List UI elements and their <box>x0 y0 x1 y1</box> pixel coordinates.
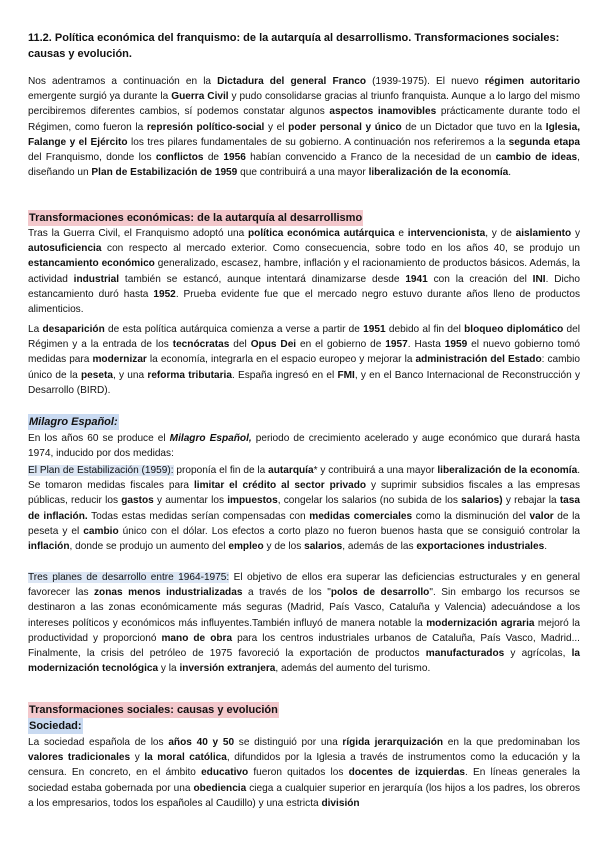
econ_p2-run: 1951 <box>363 324 386 335</box>
intro-run: de <box>203 152 224 164</box>
econ_p1-run: 1952 <box>153 288 176 300</box>
milagro_p3-run: y la <box>158 663 180 675</box>
milagro_p3-run: mejoró la productividad y proporcionó <box>28 617 580 644</box>
econ_p2-run: , y una <box>112 369 148 381</box>
intro-run: Nos adentramos a continuación en la <box>28 76 218 87</box>
intro-run: 1956 <box>223 152 246 164</box>
intro-run: y pudo consolidarse gracias al triunfo franquista. Aunque a lo largo del mismo percibiremos diferentes cambios, sí podemos constatar algunos <box>28 91 580 118</box>
milagro_p2-run: valor <box>529 510 554 522</box>
econ_p2-run: , y en el Banco Internacional de Reconstrucción y Desarrollo (BIRD). <box>28 369 580 396</box>
economic-paragraph-1 <box>28 226 580 317</box>
econ_p1-run: , y de <box>485 228 516 239</box>
economic-paragraph-2 <box>28 322 580 398</box>
milagro_p1-run: En los años 60 se produce el <box>28 433 170 444</box>
milagro_p1-run: Milagro Español, <box>169 433 252 444</box>
econ_p1-run: con respecto al mercado exterior. Como consecuencia, sobre todo en los años 40, se produjo un <box>101 243 580 255</box>
intro-run: represión político-social <box>146 121 265 133</box>
milagro_p2-run: exportaciones industriales <box>416 541 545 553</box>
sociedad_p1-run: valores tradicionales <box>28 752 131 764</box>
sociedad_p1-run: docentes de izquierdas <box>348 767 465 779</box>
intro-run: que contribuirá a una mayor <box>237 167 369 179</box>
intro-run: cambio de ideas <box>495 152 578 164</box>
econ_p2-run: debido al fin del <box>385 324 465 335</box>
econ_p2-run: 1959 <box>444 339 468 351</box>
econ_p1-run: estancamiento económico <box>28 258 155 270</box>
milagro_p2-run: . <box>544 541 548 553</box>
econ_p2-run: : cambio único de la <box>28 354 580 381</box>
intro-run: prácticamente durante todo el Régimen, como fueron la <box>28 106 581 133</box>
econ_p2-run: tecnócratas <box>172 339 230 351</box>
intro-run: aspectos inamovibles <box>329 106 437 118</box>
sociedad_p1-run: fueron quitados los <box>248 767 349 779</box>
milagro_p2-run: salarios) <box>461 495 503 507</box>
milagro_p2-run: como la disminución del <box>412 510 530 522</box>
milagro_p2-run: proponía el fin de la <box>173 465 269 476</box>
milagro_p2-run: tasa de inflación. <box>28 495 581 522</box>
milagro_p2-run: autarquía <box>268 465 314 476</box>
milagro_p2-run: , donde se produjo un aumento del <box>69 541 229 553</box>
milagro-paragraph-1 <box>28 431 580 461</box>
sociedad_p1-run: La sociedad española de los <box>28 737 169 748</box>
econ_p2-run: desaparición <box>42 324 105 335</box>
intro-run: . <box>508 167 512 179</box>
milagro_p2-run: limitar el crédito al sector privado <box>193 480 367 492</box>
sociedad_p1-run: se distinguió por una <box>234 737 343 748</box>
intro-run: liberalización de la economía <box>368 167 509 179</box>
milagro_p3-run: ". Sin embargo los recursos se destinaron a las zonas económicamente más seguras (Madrid, País Vasco, Cataluña y Valencia) adecuándose a los intereses políticos y económicos más influyentes.También influyó de manera notable la <box>28 587 580 629</box>
intro-run: , diseñando un <box>28 152 580 179</box>
milagro_p2-run: inflación <box>28 541 70 553</box>
document-title: 11.2. Política económica del franquismo: de la autarquía al desarrollismo. Transformaciones sociales: causas y evolución. <box>28 32 560 60</box>
sociedad_p1-run: . En líneas generales la sociedad estaba gobernada por una <box>28 767 581 794</box>
econ_p1-run: intervencionista <box>407 228 486 239</box>
milagro_p3-run: para los centros industriales urbanos de Cataluña, País Vasco, Madrid... Finalmente, la crisis del petróleo de 1975 favoreció la exportación de productos <box>28 632 580 660</box>
econ_p1-run: . Dicho estancamiento duró hasta <box>28 273 580 300</box>
econ_p1-run: política económica autárquica <box>247 228 395 239</box>
milagro_p2-run: empleo <box>228 541 264 553</box>
econ_p2-run: . España ingresó en el <box>231 369 338 381</box>
milagro_p3-run: inversión extranjera <box>179 663 276 675</box>
econ_p1-run: . Prueba evidente fue que el mercado negro estuvo durante años lleno de productos alimenticios. <box>28 288 580 316</box>
milagro_p3-run: zonas menos industrializadas <box>94 587 243 599</box>
milagro_p2-run: El Plan de Estabilización (1959): <box>28 465 174 476</box>
milagro_p3-run: mano de obra <box>161 632 233 644</box>
sociedad_p1-run: división <box>321 797 360 809</box>
intro-run: poder personal y único <box>288 121 402 133</box>
intro-run: de un Dictador que tuvo en la <box>401 121 546 133</box>
econ_p1-run: y <box>571 228 580 239</box>
milagro_p2-run: de la peseta y el <box>28 510 581 537</box>
milagro_p2-run: único con el dólar. Los efectos a corto plazo no fueron buenos hasta que se consiguió controlar la <box>118 525 580 537</box>
econ_p1-run: industrial <box>73 273 120 285</box>
intro-run: emergente surgió ya durante la <box>28 91 172 103</box>
milagro_p2-run: y de los <box>263 541 305 553</box>
econ_p1-run: aislamiento <box>515 228 572 239</box>
econ_p2-run: peseta <box>80 369 113 381</box>
intro-run: Iglesia, Falange y el Ejército <box>28 121 581 148</box>
sociedad_p1-run: la moral católica <box>144 752 227 764</box>
intro-run: conflictos <box>155 152 204 164</box>
milagro_p3-run: El objetivo de ellos era superar las deficiencias estructurales y en general favorecer las <box>28 572 581 599</box>
milagro_p3-run: , además del aumento del turismo. <box>275 663 431 675</box>
econ_p2-run: Opus Dei <box>250 339 297 351</box>
section-heading-economic: Transformaciones económicas: de la autarquía al desarrollismo <box>29 212 363 224</box>
milagro_p2-run: impuestos <box>227 495 278 507</box>
milagro_p2-run: salarios <box>304 541 343 553</box>
milagro_p3-run: Tres planes de desarrollo entre 1964-1975: <box>28 572 230 583</box>
econ_p1-run: 1941 <box>405 273 428 285</box>
milagro_p3-run: a través de los " <box>242 587 331 599</box>
milagro_p2-run: cambio <box>83 525 119 537</box>
section-heading-social: Transformaciones sociales: causas y evolución <box>29 704 278 716</box>
sociedad_p1-run: obediencia <box>193 782 247 794</box>
econ_p2-run: administración del Estado <box>415 354 542 366</box>
milagro_p2-run: liberalización de la economía <box>437 465 578 476</box>
econ_p1-run: generalizado, escasez, hambre, inflación y el racionamiento de productos básicos. Además, la actividad <box>28 258 580 285</box>
milagro_p2-run: y rebajar la <box>502 495 560 507</box>
milagro_p3-run: y agrícolas, <box>504 648 572 660</box>
econ_p1-run: también se estancó, aunque intentará dinamizarse desde <box>119 273 406 285</box>
milagro_p3-run: la modernización tecnológica <box>28 648 580 675</box>
sociedad_p1-run: en la que predominaban los <box>443 737 580 748</box>
econ_p2-run: del Régimen y a la entrada de los <box>28 324 580 351</box>
milagro_p2-run: . Se tomaron medidas fiscales para <box>28 465 580 492</box>
intro-run: segunda etapa <box>508 136 580 148</box>
milagro_p2-run: medidas comerciales <box>309 510 413 522</box>
milagro-paragraph-3 <box>28 570 580 676</box>
section-heading-sociedad: Sociedad: <box>29 720 82 732</box>
econ_p1-run: e <box>394 228 408 239</box>
sociedad_p1-run: , difundidos por la Iglesia a través de instrumentos como la educación y la censura. En concreto, en el ámbito <box>28 752 580 779</box>
econ_p2-run: FMI <box>337 369 355 381</box>
milagro_p2-run: , además de las <box>342 541 417 553</box>
sociedad_p1-run: ciega a cualquier superior en jerarquía (los hijos a los padres, los obreros a los empresarios, todos los españoles al Caudillo) y una estricta <box>28 782 581 809</box>
intro-run: (1939-1975). El nuevo <box>366 76 485 87</box>
intro-run: habían convencido a Franco de la necesidad de un <box>245 152 496 164</box>
milagro_p2-run: y suprimir subsidios fiscales a las empresas públicas, reducir los <box>28 480 580 507</box>
intro-run: Plan de Estabilización de 1959 <box>91 167 238 179</box>
milagro_p2-run: y aumentar los <box>153 495 228 507</box>
econ_p2-run: modernizar <box>92 354 147 366</box>
sociedad_p1-run: años 40 y 50 <box>168 737 235 748</box>
milagro_p3-run: modernización agraria <box>426 617 535 629</box>
milagro_p3-run: manufacturados <box>425 648 505 660</box>
intro-paragraph <box>28 74 580 180</box>
sociedad_p1-run: rígida jerarquización <box>342 737 444 748</box>
econ_p2-run: reforma tributaria <box>147 369 232 381</box>
intro-run: y el <box>264 121 289 133</box>
milagro_p2-run: , congelar los salarios (no subida de los <box>277 495 462 507</box>
sociedad_p1-run: y <box>130 752 145 764</box>
econ_p2-run: bloqueo diplomático <box>464 324 564 335</box>
intro-run: del Franquismo, donde los <box>28 152 156 164</box>
section-heading-milagro: Milagro Español: <box>29 416 118 428</box>
econ_p2-run: de esta política autárquica comienza a verse a partir de <box>104 324 364 335</box>
econ_p2-run: del <box>229 339 251 351</box>
milagro_p2-run: * y contribuirá a una mayor <box>313 465 438 476</box>
econ_p1-run: INI <box>532 273 546 285</box>
econ_p2-run: la economía, integrarla en el espacio europeo y mejorar la <box>146 354 416 366</box>
intro-run: régimen autoritario <box>484 76 580 87</box>
intro-run: Guerra Civil <box>171 91 229 103</box>
sociedad_p1-run: educativo <box>201 767 249 779</box>
econ_p1-run: autosuficiencia <box>28 243 102 255</box>
econ_p2-run: La <box>28 324 43 335</box>
econ_p1-run: con la creación del <box>427 273 533 285</box>
econ_p2-run: . Hasta <box>407 339 445 351</box>
milagro_p3-run: polos de desarrollo <box>330 587 430 599</box>
econ_p2-run: en el gobierno de <box>296 339 386 351</box>
milagro_p1-run: periodo de crecimiento acelerado y auge económico que durará hasta 1974, inducido por dos medidas: <box>28 433 580 460</box>
sociedad-paragraph-1 <box>28 735 580 811</box>
milagro_p2-run: gastos <box>121 495 154 507</box>
milagro-paragraph-2 <box>28 463 580 554</box>
econ_p1-run: Tras la Guerra Civil, el Franquismo adoptó una <box>28 228 248 239</box>
intro-run: los tres pilares fundamentales de su gobierno. A continuación nos referiremos a la <box>127 136 509 148</box>
econ_p2-run: el nuevo gobierno tomó medidas para <box>28 339 580 366</box>
milagro_p2-run: Todas estas medidas serían compensadas con <box>87 510 310 522</box>
econ_p2-run: 1957 <box>385 339 408 351</box>
intro-run: Dictadura del general Franco <box>217 76 367 87</box>
